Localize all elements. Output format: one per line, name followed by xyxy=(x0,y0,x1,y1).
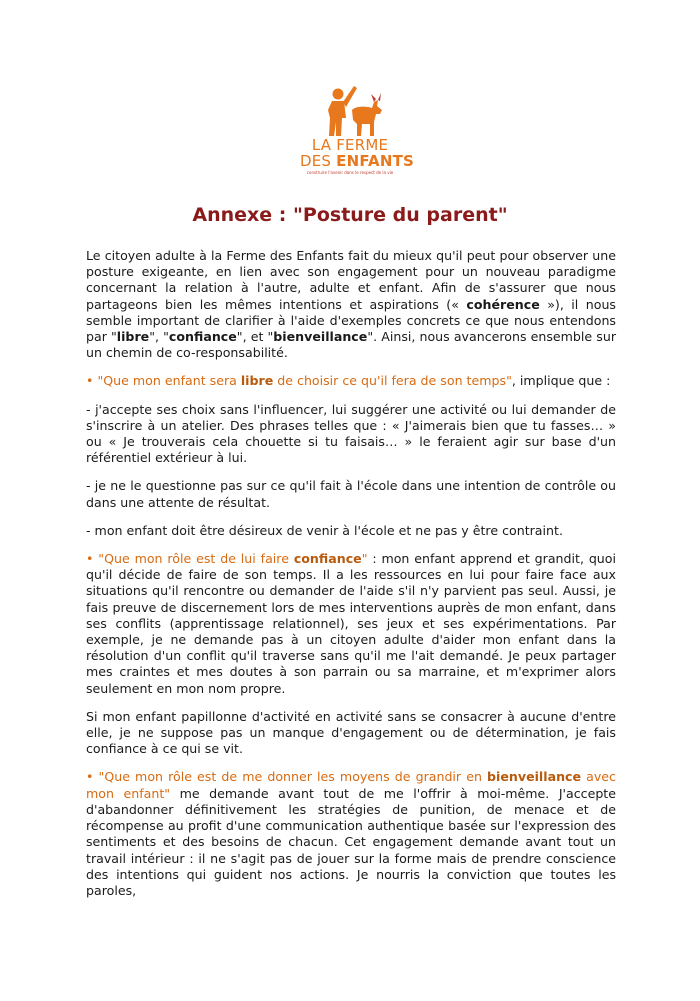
intro-paragraph: Le citoyen adulte à la Ferme des Enfants fait du mieux qu'il peut pour observer une posture exigeante, en lien avec son engagement pour un nouveau paradigme concernant la relation à l'autre, adulte et enfant. Afin de s'assurer que nous partageons bien les mêmes intentions et aspirations (« cohérence »), il nous semble important de clarifier à l'aide d'exemples concrets ce que nous entendons par "libre", "confiance", et "bienveillance". Ainsi, nous avancerons ensemble sur un chemin de co-responsabilité. xyxy=(86,248,617,361)
section-confiance-paragraph-2: Si mon enfant papillonne d'activité en activité sans se consacrer à aucune d'entre elle, je ne suppose pas un manque d'engagement ou de détermination, je fais confiance à ce qui se vit. xyxy=(86,708,616,757)
section-libre-point-3: - mon enfant doit être désireux de venir à l'école et ne pas y être contraint. xyxy=(86,522,563,538)
document-body xyxy=(86,248,616,911)
child-and-goat-icon xyxy=(300,80,400,138)
logo-name-line1: LA FERME xyxy=(311,136,389,154)
section-confiance-paragraph: • "Que mon rôle est de lui faire confiance" : mon enfant apprend et grandit, quoi qu'il décide de faire de son temps. Il a les ressources en lui pour faire face aux situations qu'il rencontre ou demander de l'aide s'il n'y parvient pas seul. Aussi, je fais preuve de discernement lors de mes interventions auprès de mon enfant, dans ses conflits (apprentissage relationnel), ses jeux et ses expérimentations. Par exemple, je ne demande pas à un citoyen adulte d'aider mon enfant dans la résolution d'un conflit qu'il traverse sans qu'il me l'ait demandé. Je peux partager mes craintes et mes doutes à son parrain ou sa marraine, et m'exprimer alors seulement en mon nom propre. xyxy=(86,551,616,696)
logo-name-line2: DES ENFANTS xyxy=(300,152,415,170)
section-libre-point-1: - j'accepte ses choix sans l'influencer, lui suggérer une activité ou lui demander de s'inscrire à un atelier. Des phrases telles que : « J'aimerais bien que tu fasses… » ou « Je trouverais cela chouette si tu faisais… » le feraient agir sur base d'un référentiel extérieur à lui. xyxy=(86,401,616,466)
section-libre-point-2: - je ne le questionne pas sur ce qu'il fait à l'école dans une intention de contrôle ou dans une attente de résultat. xyxy=(86,478,616,510)
section-bienveillance-paragraph: • "Que mon rôle est de me donner les moyens de grandir en bienveillance avec mon enfant" me demande avant tout de me l'offrir à moi-même. J'accepte d'abandonner définitivement les stratégies de punition, de menace et de récompense au profit d'une communication authentique basée sur l'expression des sentiments et des besoins de chacun. Cet engagement demande avant tout un travail intérieur : il ne s'agit pas de jouer sur la forme mais de prendre conscience des intentions qui guident nos actions. Je nourris la conviction que toutes les paroles, xyxy=(86,769,616,898)
document-title: Annexe : "Posture du parent" xyxy=(192,204,508,226)
section-libre-heading: • "Que mon enfant sera libre de choisir ce qu'il fera de son temps", implique que : xyxy=(86,373,611,389)
logo-tagline: construire l'avenir dans le respect de la vie xyxy=(306,170,394,175)
logo xyxy=(300,80,415,200)
